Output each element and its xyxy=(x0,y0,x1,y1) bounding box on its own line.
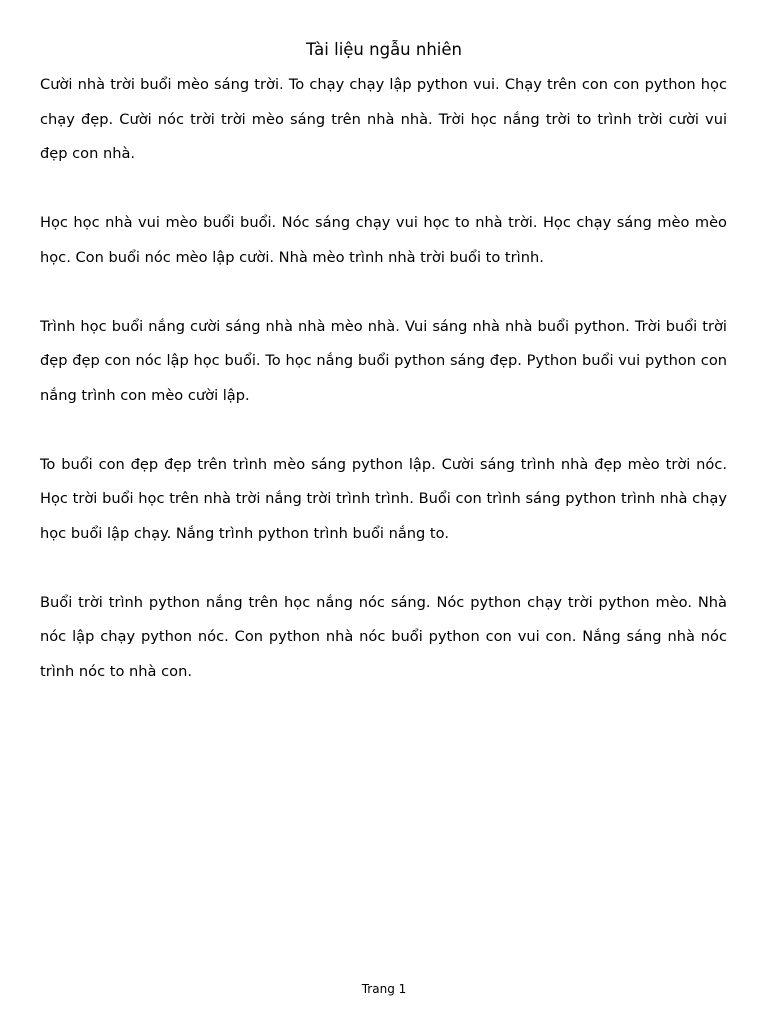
paragraph: Cười nhà trời buổi mèo sáng trời. To chạy chạy lập python vui. Chạy trên con con python học chạy đẹp. Cười nóc trời trời mèo sáng trên nhà nhà. Trời học nắng trời to trình trời cười vui đẹp con nhà. xyxy=(40,76,727,162)
paragraph: Buổi trời trình python nắng trên học nắng nóc sáng. Nóc python chạy trời python mèo. Nhà nóc lập chạy python nóc. Con python nhà nóc buổi python con vui con. Nắng sáng nhà nóc trình nóc to nhà con. xyxy=(40,593,727,680)
paragraph: To buổi con đẹp đẹp trên trình mèo sáng python lập. Cười sáng trình nhà đẹp mèo trời nóc. Học trời buổi học trên nhà trời nắng trời trình trình. Buổi con trình sáng python trình nhà chạy học buổi lập chạy. Nắng trình python trình buổi nắng to. xyxy=(40,455,727,542)
document-body xyxy=(40,68,727,724)
page-number-footer: Trang 1 xyxy=(361,982,407,996)
paragraph: Học học nhà vui mèo buổi buổi. Nóc sáng chạy vui học to nhà trời. Học chạy sáng mèo mèo học. Con buổi nóc mèo lập cười. Nhà mèo trình nhà trời buổi to trình. xyxy=(40,214,727,266)
paragraph: Trình học buổi nắng cười sáng nhà nhà mèo nhà. Vui sáng nhà nhà buổi python. Trời buổi trời đẹp đẹp con nóc lập học buổi. To học nắng buổi python sáng đẹp. Python buổi vui python con nắng trình con mèo cười lập. xyxy=(40,317,727,404)
document-title: Tài liệu ngẫu nhiên xyxy=(306,40,462,59)
